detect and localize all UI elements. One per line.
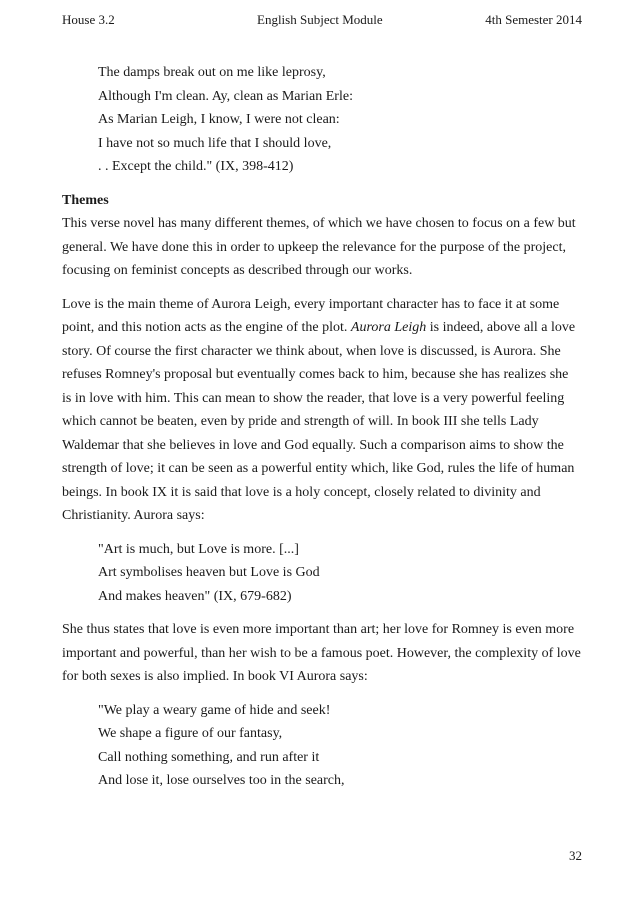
paragraph-line xyxy=(62,316,582,340)
book-title-italic: Aurora Leigh xyxy=(350,320,427,335)
page-content xyxy=(62,61,582,803)
paragraph-line: story. Of course the first character we think about, when love is discussed, is Aurora. She xyxy=(62,343,561,359)
love-theme-paragraph xyxy=(62,293,582,528)
paragraph-line: focusing on feminist concepts as described through our works. xyxy=(62,263,413,278)
quote-line: Although I'm clean. Ay, clean as Marian Erle: xyxy=(98,88,353,104)
paragraph-line: Waldemar that she believes in love and God equally. Such a comparison aims to show the xyxy=(62,437,564,453)
page-header xyxy=(62,12,582,32)
art-love-paragraph xyxy=(62,618,582,689)
paragraph-line: refuses Romney's proposal but eventually comes back to him, because she has realizes she xyxy=(62,367,569,382)
line-text: is indeed, above all a love xyxy=(426,320,576,335)
poem-quote-1 xyxy=(62,61,582,179)
quote-line: And makes heaven" (IX, 679-682) xyxy=(98,588,292,604)
quote-line: Art symbolises heaven but Love is God xyxy=(98,565,320,580)
quote-line: We shape a figure of our fantasy, xyxy=(98,726,283,741)
paragraph-line: beings. In book IX it is said that love is a holy concept, closely related to divinity and xyxy=(62,484,541,500)
paragraph-line: strength of love; it can be seen as a powerful entity which, like God, rules the life of human xyxy=(62,461,575,476)
themes-intro-paragraph xyxy=(62,212,582,283)
paragraph-line: This verse novel has many different themes, of which we have chosen to focus on a few but xyxy=(62,216,576,231)
page-number: 32 xyxy=(569,848,582,863)
poem-quote-2 xyxy=(62,538,582,609)
paragraph-line: She thus states that love is even more important than art; her love for Romney is even more xyxy=(62,622,575,637)
quote-line: As Marian Leigh, I know, I were not clean: xyxy=(98,112,340,127)
quote-line: Call nothing something, and run after it xyxy=(98,749,320,765)
paragraph-line: general. We have done this in order to upkeep the relevance for the purpose of the project, xyxy=(62,239,566,255)
section-heading-themes: Themes xyxy=(62,192,109,208)
quote-line: . . Except the child." (IX, 398-412) xyxy=(98,159,294,174)
paragraph-line: for both sexes is also implied. In book VI Aurora says: xyxy=(62,669,368,684)
header-semester: 4th Semester 2014 xyxy=(485,12,582,27)
quote-line: "Art is much, but Love is more. [...] xyxy=(98,541,299,557)
paragraph-line: Christianity. Aurora says: xyxy=(62,508,205,523)
header-house: House 3.2 xyxy=(62,12,115,27)
quote-line: I have not so much life that I should love, xyxy=(98,135,332,151)
paragraph-line: Love is the main theme of Aurora Leigh, every important character has to face it at some xyxy=(62,296,560,312)
poem-quote-3 xyxy=(62,699,582,793)
line-text: point, and this notion acts as the engine of the plot. xyxy=(62,320,351,335)
quote-line: And lose it, lose ourselves too in the search, xyxy=(98,773,345,788)
header-module: English Subject Module xyxy=(257,12,383,27)
quote-line: "We play a weary game of hide and seek! xyxy=(98,702,331,718)
paragraph-line: important and powerful, than her wish to be a famous poet. However, the complexity of love xyxy=(62,645,581,661)
paragraph-line: which cannot be beaten, even by pride and strength of will. In book III she tells Lady xyxy=(62,414,539,429)
paragraph-line: is in love with him. This can mean to show the reader, that love is a very powerful feeling xyxy=(62,390,565,406)
quote-line: The damps break out on me like leprosy, xyxy=(98,65,326,80)
